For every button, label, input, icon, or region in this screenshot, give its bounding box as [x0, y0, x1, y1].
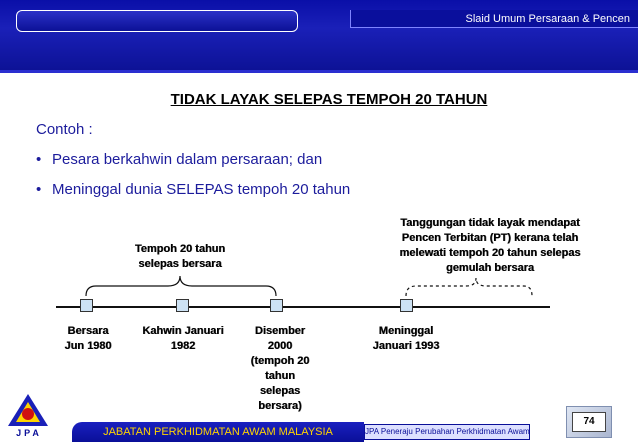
page-number: 74: [572, 412, 606, 432]
milestone-label-meninggal: [356, 324, 456, 354]
footer-org: JABATAN PERKHIDMATAN AWAM MALAYSIA: [72, 422, 364, 442]
milestone-label-line: 1982: [170, 340, 196, 352]
milestone-marker: [80, 299, 93, 312]
tanggungan-note-line: gemulah bersara: [445, 262, 535, 274]
slide-title: TIDAK LAYAK SELEPAS TEMPOH 20 TAHUN: [170, 91, 488, 108]
tempoh-note-line: selepas bersara: [138, 258, 222, 270]
milestone-marker: [176, 299, 189, 312]
milestone-marker: [270, 299, 283, 312]
bullet-dot-icon: •: [36, 181, 42, 198]
tanggungan-note-line: Pencen Terbitan (PT) kerana telah: [401, 232, 579, 244]
tempoh-brace: [86, 276, 276, 296]
milestone-label-line: Bersara: [67, 325, 109, 337]
milestone-label-line: selepas: [259, 385, 301, 397]
milestone-label-bersara: [48, 324, 128, 354]
milestone-label-line: tahun: [265, 370, 295, 382]
footer-tagline: JPA Peneraju Perubahan Perkhidmatan Awam: [364, 424, 530, 440]
milestone-marker: [400, 299, 413, 312]
tempoh-note-line: Tempoh 20 tahun: [134, 243, 226, 255]
tanggungan-brace: [406, 278, 532, 296]
header-tag: Slaid Umum Persaraan & Pencen: [350, 10, 638, 28]
example-label: Contoh :: [36, 121, 93, 138]
milestone-label-line: Kahwin Januari: [142, 325, 224, 337]
tanggungan-note-line: Tanggungan tidak layak mendapat: [400, 217, 580, 229]
milestone-label-line: Meninggal: [378, 325, 434, 337]
milestone-label-line: bersara): [258, 400, 302, 412]
jpa-logo-icon: [6, 392, 50, 430]
milestone-label-kahwin: [122, 324, 244, 354]
bullet-text: Pesara berkahwin dalam persaraan; dan: [52, 151, 323, 168]
milestone-label-line: Jun 1980: [64, 340, 112, 352]
tanggungan-note-line: melewati tempoh 20 tahun selepas: [399, 247, 581, 259]
milestone-label-line: 2000: [267, 340, 293, 352]
milestone-label-line: Januari 1993: [372, 340, 440, 352]
milestone-label-line: Disember: [254, 325, 306, 337]
milestone-label-disember: [228, 324, 332, 414]
logo-text: JPA: [16, 428, 42, 438]
bullet-text: Meninggal dunia SELEPAS tempoh 20 tahun: [52, 181, 351, 198]
milestone-label-line: (tempoh 20: [250, 355, 310, 367]
timeline-axis: [56, 306, 550, 308]
bullet-dot-icon: •: [36, 151, 42, 168]
